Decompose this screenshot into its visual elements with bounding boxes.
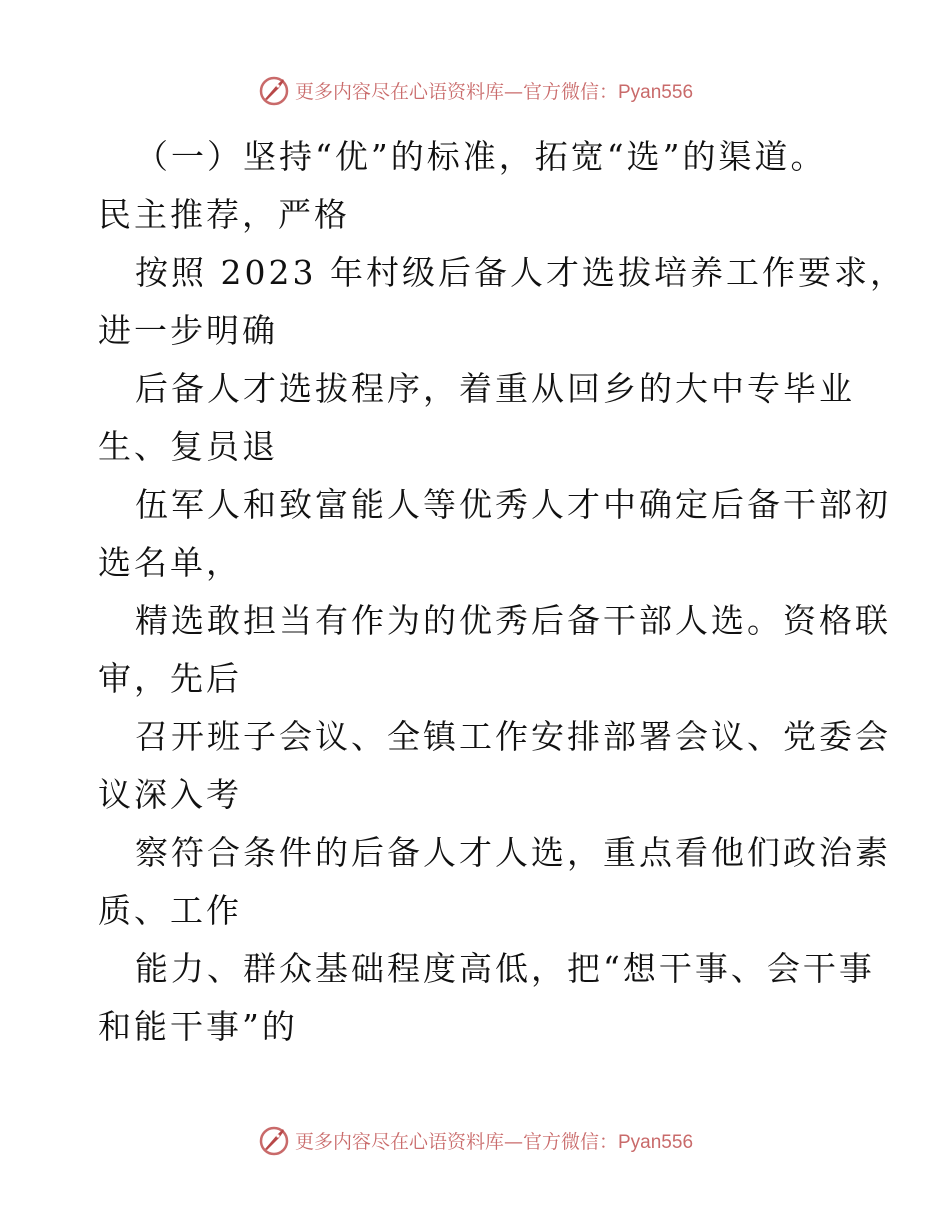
watermark-text: 更多内容尽在心语资料库—官方微信：Pyan556 [294,80,694,103]
paragraph-line: 审，先后 [98,659,242,698]
paragraph-line: 生、复员退 [98,427,278,466]
document-body [98,128,906,1056]
paragraph-line: 进一步明确 [98,311,278,350]
paragraph-line: 召开班子会议、全镇工作安排部署会议、党委会 [135,717,891,756]
paragraph-line: 按照 2023 年村级后备人才选拔培养工作要求， [135,253,906,292]
pen-nib-circle-icon [257,73,291,107]
watermark-text: 更多内容尽在心语资料库—官方微信：Pyan556 [294,1130,694,1153]
paragraph-line: 议深入考 [98,775,242,814]
paragraph-line: （一）坚持“优”的标准，拓宽“选”的渠道。 [135,137,827,176]
pen-nib-circle-icon [257,1123,291,1157]
footer-watermark [0,1120,950,1160]
paragraph-line: 能力、群众基础程度高低，把“想干事、会干事 [135,949,875,988]
paragraph-line: 精选敢担当有作为的优秀后备干部人选。资格联 [135,601,891,640]
paragraph-line: 伍军人和致富能人等优秀人才中确定后备干部初 [135,485,891,524]
paragraph-line: 和能干事”的 [98,1007,298,1046]
paragraph-line: 后备人才选拔程序，着重从回乡的大中专毕业 [135,369,855,408]
paragraph-line: 察符合条件的后备人才人选，重点看他们政治素 [135,833,891,872]
paragraph-line: 选名单， [98,543,242,582]
paragraph-line: 民主推荐，严格 [98,195,350,234]
paragraph-line: 质、工作 [98,891,242,930]
header-watermark [0,70,950,110]
